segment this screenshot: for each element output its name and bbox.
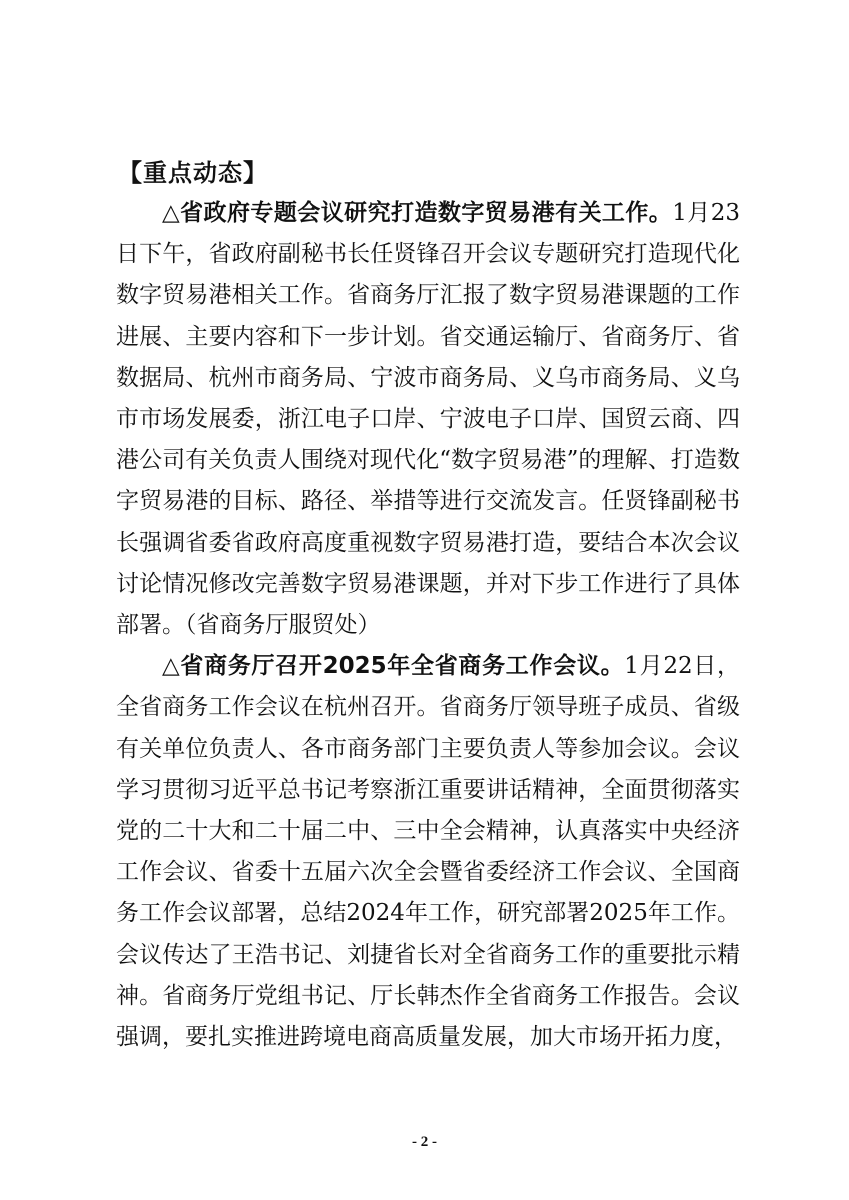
news-item-2-body: 1月22日，全省商务工作会议在杭州召开。省商务厅领导班子成员、省级有关单位负责人、各市商务部门主要负责人等参加会议。会议学习贯彻习近平总书记考察浙江重要讲话精神，全面贯彻落实党的二十大和二十届二中、三中全会精神，认真落实中央经济工作会议、省委十五届六次全会暨省委经济工作会议、全国商务工作会议部署，总结2024年工作，研究部署2025年工作。会议传达了王浩书记、刘捷省长对全省商务工作的重要批示精神。省商务厅党组书记、厅长韩杰作全省商务工作报告。会议强调，要扎实推进跨境电商高质量发展，加大市场开拓力度， — [116, 653, 740, 1051]
news-item-2-headline: △省商务厅召开2025年全省商务工作会议。 — [162, 653, 625, 680]
news-item-1-body: 1月23日下午，省政府副秘书长任贤锋召开会议专题研究打造现代化数字贸易港相关工作。省商务厅汇报了数字贸易港课题的工作进展、主要内容和下一步计划。省交通运输厅、省商务厅、省数据局、杭州市商务局、宁波市商务局、义乌市商务局、义乌市市场发展委，浙江电子口岸、宁波电子口岸、国贸云商、四港公司有关负责人围绕对现代化“数字贸易港”的理解、打造数字贸易港的目标、路径、举措等进行交流发言。任贤锋副秘书长强调省委省政府高度重视数字贸易港打造，要结合本次会议讨论情况修改完善数字贸易港课题，并对下步工作进行了具体部署。（省商务厅服贸处） — [116, 200, 740, 639]
news-item-1-headline: △省政府专题会议研究打造数字贸易港有关工作。 — [162, 200, 673, 226]
news-item-1 — [116, 193, 740, 646]
page-number: - 2 - — [412, 1134, 437, 1150]
section-title: 【重点动态】 — [118, 159, 268, 187]
document-body — [116, 193, 740, 1058]
news-item-2 — [116, 646, 740, 1058]
